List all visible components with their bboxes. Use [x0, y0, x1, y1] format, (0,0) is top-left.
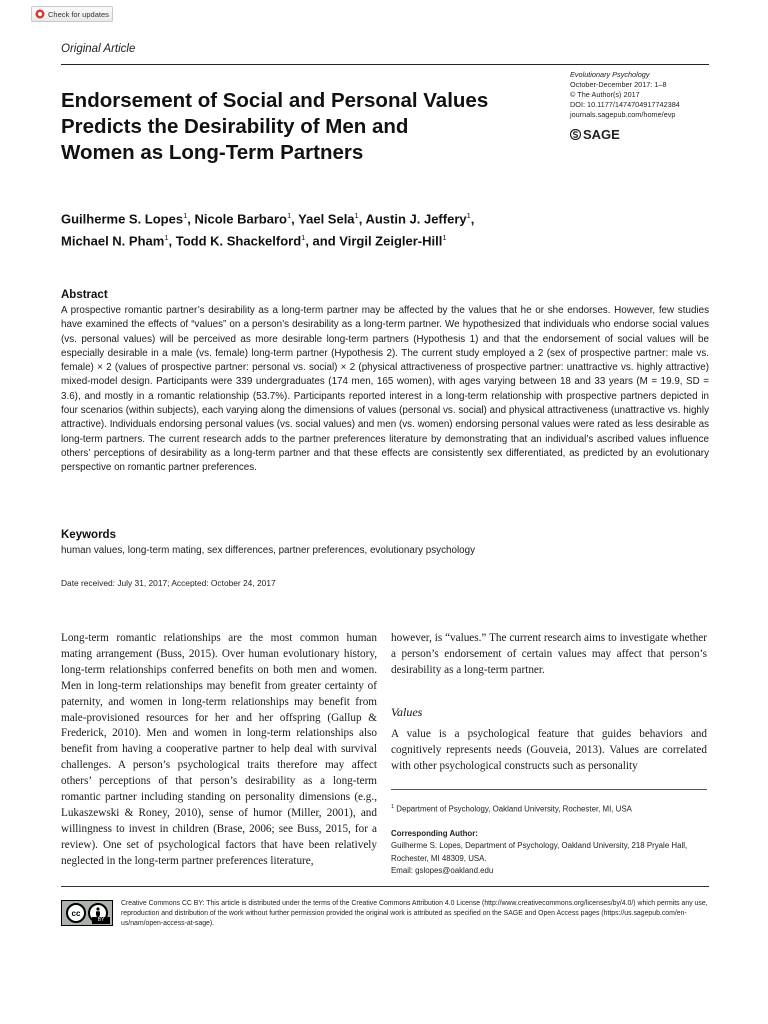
check-for-updates-button[interactable] — [31, 6, 113, 22]
author-affiliation: 1 — [286, 211, 292, 220]
date-received: Date received: July 31, 2017; Accepted: October 24, 2017 — [61, 578, 276, 588]
journal-copyright: © The Author(s) 2017 — [570, 90, 640, 99]
article-title — [61, 88, 541, 166]
journal-name: Evolutionary Psychology — [570, 70, 650, 79]
body-right-column-values: A value is a psychological feature that guides behaviors and cognitively represents needs (Gouveia, 2013). Values are correlated with other psychological constructs such as personality — [391, 728, 707, 772]
author-affiliation: 1 — [354, 211, 359, 220]
cc-by-label: BY — [92, 917, 110, 924]
author-name: Nicole Barbaro — [194, 211, 287, 227]
author-separator: , — [291, 211, 299, 227]
author-affiliation: 1 — [301, 233, 306, 243]
author-name: Todd K. Shackelford — [175, 233, 302, 249]
cc-by-badge[interactable] — [61, 900, 113, 926]
journal-info — [570, 70, 720, 120]
sage-logo-text: SAGE — [583, 127, 620, 142]
affiliation-text: Department of Psychology, Oakland University, Rochester, MI, USA — [396, 804, 632, 814]
abstract-text: A prospective romantic partner’s desirability as a long-term partner may be affected by the values that he or she endorses. However, few studies have examined the effects of “values” on a person’s desirability as a long-term partner. We hypothesized that individuals who endorse social values (vs. personal values) will be perceived as more desirable long-term partners (Hypothesis 1) and that the endorsement of social values will be especially desirable in a male (vs. female) long-term partner (Hypothesis 2). The current study employed a 2 (sex of prospective partner: male vs. female) × 2 (values of prospective partner: personal vs. social) × 2 (physical attractiveness of prospective partner: unattractive vs. highly attractive) mixed-model design. Participants were 339 undergraduates (174 men, 165 women), with ages varying between 18 and 33 years (M = 19.9, SD = 3.6), and mostly in a romantic relationship (53.7%). Participants reported interest in a long-term relationship with prospective partners depicted in four scenarios (within subjects), each varying along the dimensions of values (personal vs. social) and physical attractiveness (unattractive vs. highly attractive). Individuals endorsing personal values (vs. social values) and men (vs. women) endorsing personal values were rated as less desirable as long-term partners. The current research adds to the partner preferences literature by demonstrating that an individual’s ascribed values influence others’ perceptions of desirability as a long-term partner and that these effects are consistently sex differentiated, as predicted by an evolutionary perspective on romantic partner preferences. — [61, 305, 709, 474]
author-separator: , — [168, 233, 176, 249]
author-name: Virgil Zeigler-Hill — [339, 233, 443, 249]
author-affiliation: 1 — [466, 211, 471, 220]
author-separator: , — [358, 211, 366, 227]
header-divider — [61, 64, 709, 65]
author-separator: , and — [305, 233, 340, 249]
corresponding-author-heading: Corresponding Author: — [391, 828, 478, 838]
author-name: Michael N. Pham — [61, 233, 165, 249]
corresponding-author-text: Guilherme S. Lopes, Department of Psychology, Oakland University, 218 Pryale Hall, Rochester, MI 48309, USA. — [391, 841, 688, 863]
author-name: Guilherme S. Lopes — [61, 211, 184, 227]
sage-logo — [570, 127, 620, 142]
abstract-heading: Abstract — [61, 289, 108, 301]
footnotes — [391, 801, 707, 877]
author-separator: , — [187, 211, 195, 227]
title-line: Predicts the Desirability of Men and — [61, 115, 409, 138]
article-type: Original Article — [61, 43, 136, 55]
author-separator: , — [470, 211, 475, 227]
update-icon — [35, 9, 45, 19]
author-name: Austin J. Jeffery — [365, 211, 467, 227]
author-affiliation: 1 — [183, 211, 188, 220]
license-text: Creative Commons CC BY: This article is distributed under the terms of the Creative Commons Attribution 4.0 License (http://www.creativecommons.org/licenses/by/4.0/) which permits any use, reproduction and distribution of the work without further permission provided the original work is attributed as specified on the SAGE and Open Access pages (https://us.sagepub.com/en-us/nam/open-access-at-sage). — [121, 900, 708, 927]
body-right-column-intro: however, is “values.” The current research aims to investigate whether a person’s endorsement of certain values may affect that person’s desirability as a long-term partner. — [391, 632, 707, 676]
journal-url[interactable]: journals.sagepub.com/home/evp — [570, 110, 676, 119]
author-name: Yael Sela — [298, 211, 355, 227]
author-affiliation: 1 — [164, 233, 169, 243]
check-for-updates-label: Check for updates — [48, 9, 109, 19]
title-line: Women as Long-Term Partners — [61, 141, 364, 164]
sage-logo-icon — [570, 129, 581, 140]
journal-doi[interactable]: DOI: 10.1177/1474704917742384 — [570, 100, 680, 109]
journal-issue: October-December 2017: 1–8 — [570, 80, 667, 89]
footnote-divider — [391, 789, 707, 790]
section-heading-values: Values — [391, 705, 423, 719]
author-list — [61, 206, 681, 251]
keywords-text: human values, long-term mating, sex differences, partner preferences, evolutionary psychology — [61, 545, 476, 556]
corresponding-author-email[interactable]: Email: gslopes@oakland.edu — [391, 865, 494, 875]
affiliation-number: 1 — [391, 804, 395, 810]
license-divider — [61, 886, 709, 887]
body-left-column: Long-term romantic relationships are the most common human mating arrangement (Buss, 2015). Over human evolutionary history, long-term relationships conferred benefits on both men and women. Men in long-term relationships may benefit from greater certainty of paternity, and women in long-term relationships may benefit from male-provisioned resources for her and her offspring (Gallup & Frederick, 2010). Men and women in long-term relationships also benefit from having a cooperative partner to help deal with survival challenges. A person’s psychological traits therefore may affect others’ perceptions of that person’s desirability as a long-term romantic partner including standing on personality dimensions (e.g., Lukaszewski & Roney, 2010), sense of humor (Miller, 2001), and willingness to invest in children (Brase, 2006; see Buss, 2015, for a review). One set of psychological factors that have been relatively neglected in the long-term partner preferences literature, — [61, 632, 377, 867]
cc-icon: cc — [66, 903, 86, 923]
affiliation-footnote — [391, 801, 707, 816]
keywords-heading: Keywords — [61, 529, 116, 541]
author-affiliation: 1 — [442, 233, 447, 243]
title-line: Endorsement of Social and Personal Values — [61, 89, 489, 112]
